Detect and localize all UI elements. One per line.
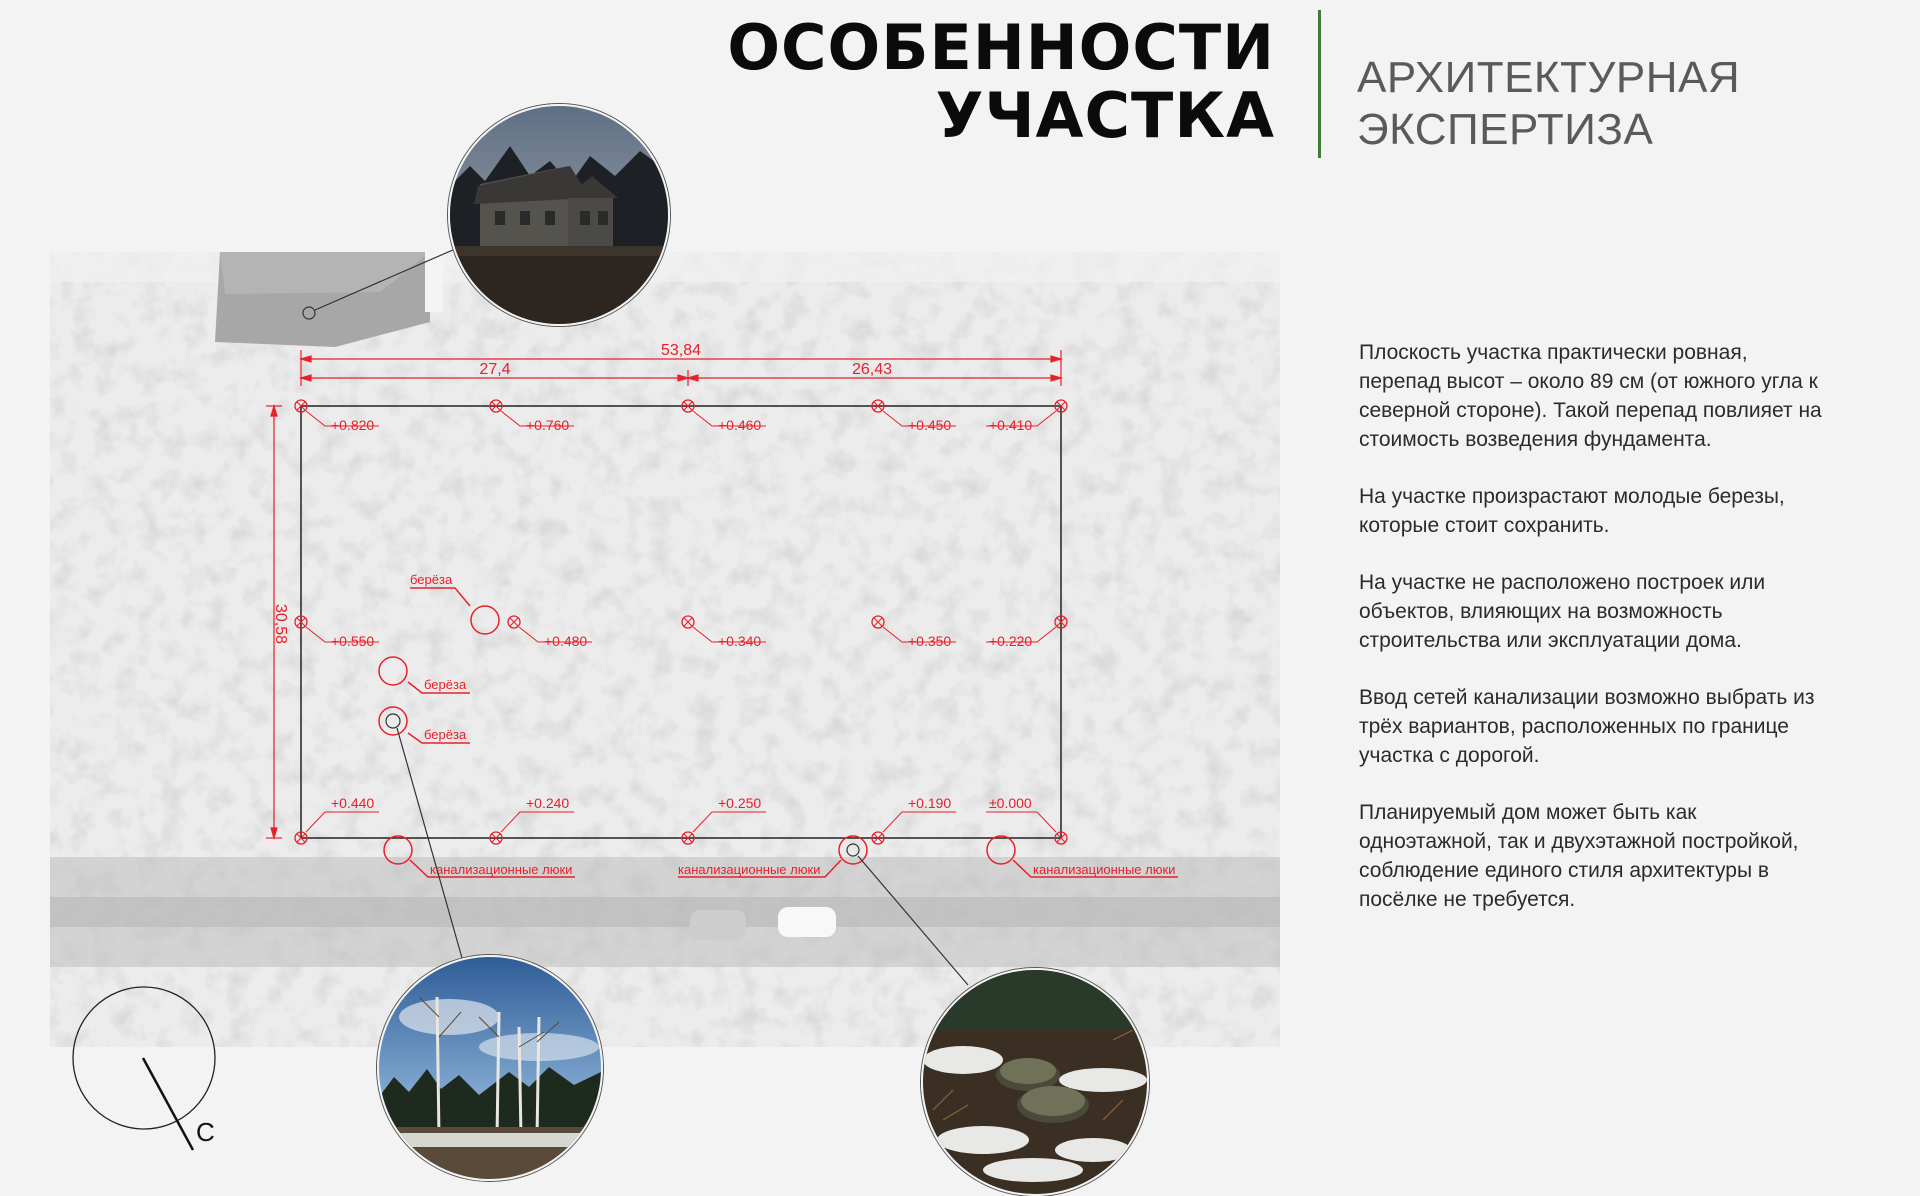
- elevation-label: +0.460: [718, 417, 762, 433]
- title-line-2: УЧАСТКА: [935, 79, 1275, 152]
- paragraph-trees: На участке произрастают молодые березы, которые стоит сохранить.: [1359, 485, 1785, 537]
- birch-image: [379, 957, 601, 1179]
- elevation-label: +0.440: [331, 795, 375, 811]
- subtitle-line-2: ЭКСПЕРТИЗА: [1357, 105, 1654, 154]
- dimension-left: 27,4: [479, 361, 511, 378]
- dimension-depth: 30,58: [272, 603, 289, 645]
- dimension-total: 53,84: [660, 342, 702, 359]
- title-line-1: ОСОБЕННОСТИ: [727, 11, 1275, 84]
- tree-label-2: берёза: [424, 677, 467, 692]
- paragraph-buildings: На участке не расположено построек или объектов, влияющих на возможность строительства или эксплуатации дома.: [1359, 571, 1766, 652]
- paragraph-house: Планируемый дом может быть как одноэтажной, так и двухэтажной постройкой, соблюдение единого стиля архитектуры в посёлке не требуется.: [1359, 801, 1799, 911]
- title-divider: [1318, 10, 1321, 158]
- paragraph-sewer: Ввод сетей канализации возможно выбрать из трёх вариантов, расположенных по границе участка с дорогой.: [1359, 686, 1815, 767]
- page-title: [727, 11, 1275, 152]
- sewer-label-3: канализационные люки: [1033, 862, 1176, 877]
- sewer-hatch-photo: [921, 968, 1149, 1196]
- dimension-right: 26,43: [851, 361, 893, 378]
- compass-label: С: [196, 1117, 215, 1147]
- subtitle-line-1: АРХИТЕКТУРНАЯ: [1357, 53, 1741, 102]
- sewer-label-1: канализационные люки: [430, 862, 573, 877]
- elevation-label: +0.820: [331, 417, 375, 433]
- elevation-label: +0.340: [718, 633, 762, 649]
- elevation-label: +0.220: [989, 633, 1033, 649]
- elevation-label: +0.190: [908, 795, 952, 811]
- elevation-label: +0.240: [526, 795, 570, 811]
- aerial-texture: [50, 252, 1280, 1047]
- elevation-label: +0.350: [908, 633, 952, 649]
- tree-label-3: берёза: [424, 727, 467, 742]
- aerial-map: [50, 252, 1280, 1047]
- elevation-label: +0.450: [908, 417, 952, 433]
- elevation-label: +0.480: [544, 633, 588, 649]
- elevation-label: +0.550: [331, 633, 375, 649]
- paragraph-relief: Плоскость участка практически ровная, перепад высот – около 89 см (от южного угла к северной стороне). Такой перепад повлияет на стоимость возведения фундамента.: [1359, 341, 1822, 451]
- page-subtitle: [1357, 52, 1740, 156]
- birch-photo: [377, 955, 603, 1181]
- elevation-label: ±0.000: [989, 795, 1032, 811]
- house-image: [450, 106, 668, 324]
- house-photo: [448, 104, 670, 326]
- tree-label-1: берёза: [410, 572, 453, 587]
- elevation-label: +0.250: [718, 795, 762, 811]
- elevation-label: +0.410: [989, 417, 1033, 433]
- sewer-image: [923, 970, 1147, 1194]
- sewer-label-2: канализационные люки: [678, 862, 821, 877]
- description-text: [1359, 338, 1829, 942]
- compass-arrow: [143, 1058, 193, 1150]
- elevation-label: +0.760: [526, 417, 570, 433]
